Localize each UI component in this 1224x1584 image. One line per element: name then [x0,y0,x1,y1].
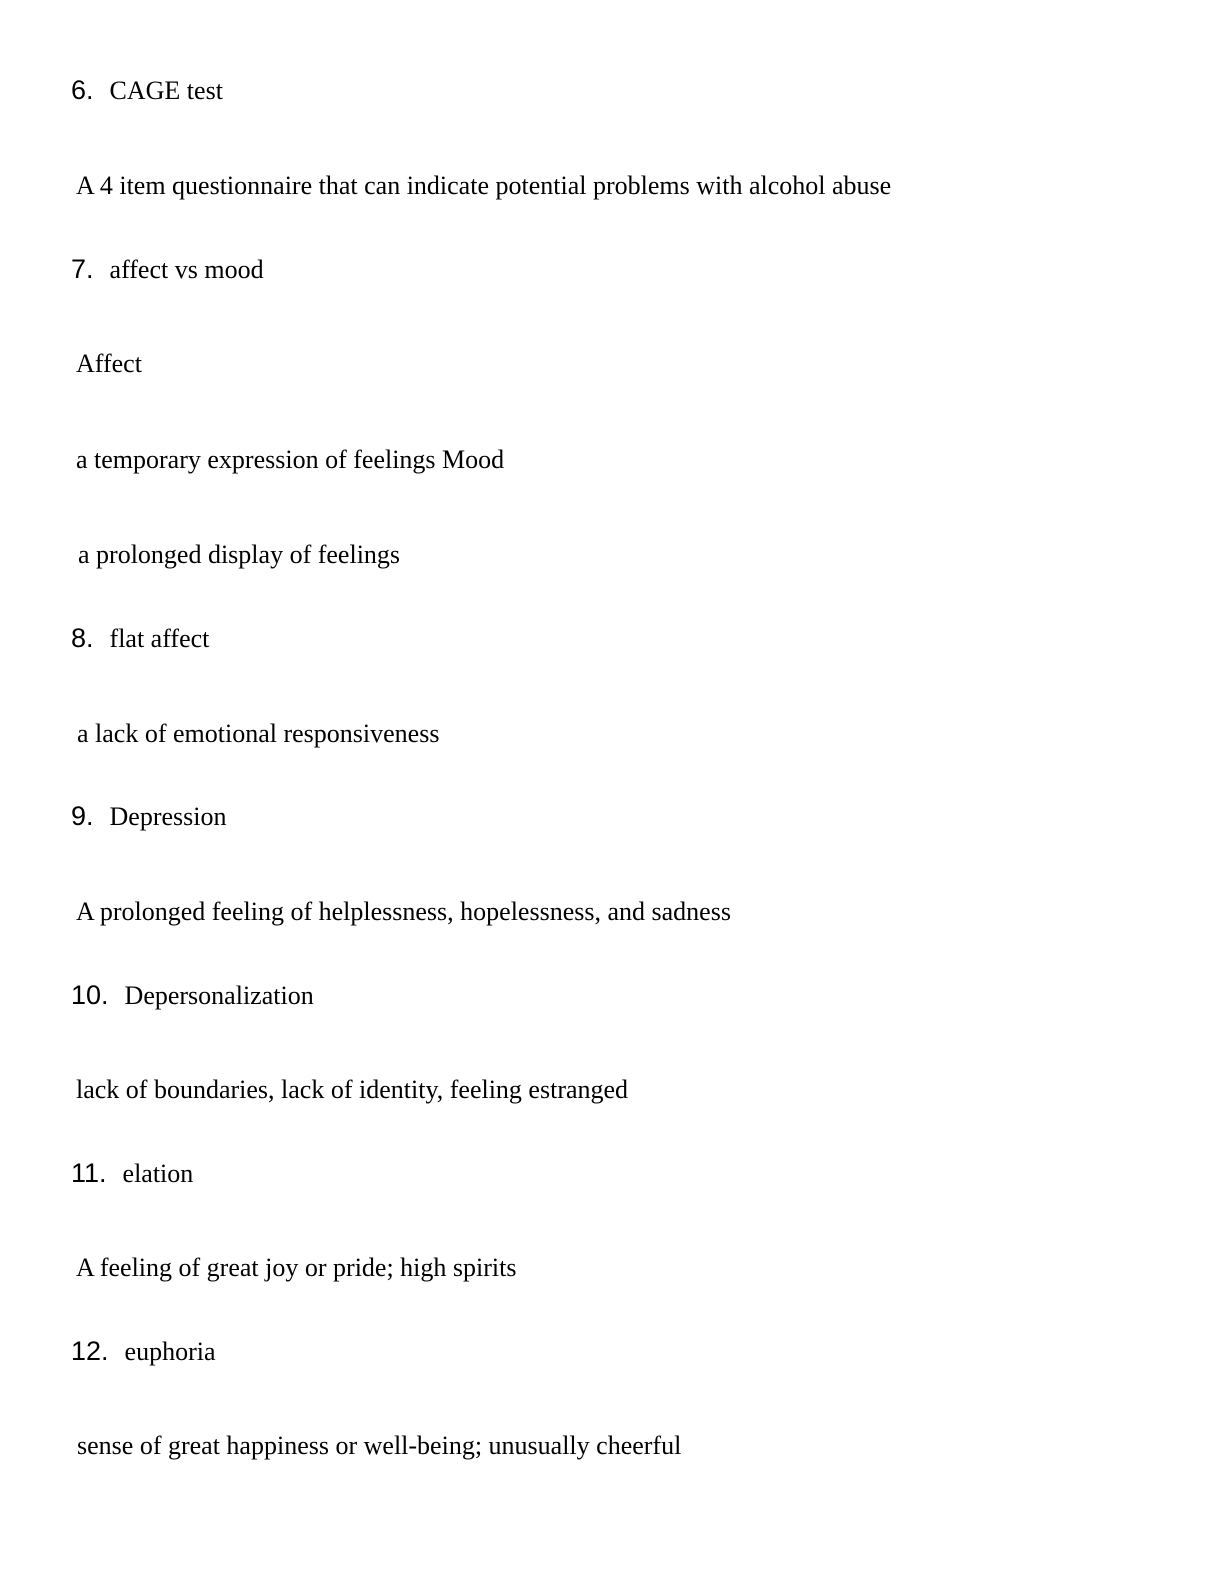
item-term: CAGE test [109,76,223,105]
item-definition: a temporary expression of feelings Mood [76,445,505,474]
item-definition: A prolonged feeling of helplessness, hopelessness, and sadness [76,897,731,926]
list-item-term-row [71,256,264,283]
item-definition: sense of great happiness or well-being; unusually cheerful [77,1431,682,1460]
list-item-term-row [71,803,227,830]
item-term: euphoria [124,1337,216,1366]
list-item-term-row [71,1160,193,1187]
item-number: 6. [71,75,94,105]
item-definition: a lack of emotional responsiveness [77,719,440,748]
item-term: flat affect [109,624,210,653]
item-number: 11. [71,1158,107,1188]
item-definition: lack of boundaries, lack of identity, feeling estranged [76,1075,629,1104]
item-term: Depression [109,802,227,831]
item-definition: a prolonged display of feelings [78,540,401,569]
list-item-term-row [71,982,314,1009]
item-definition: A feeling of great joy or pride; high spirits [76,1253,517,1282]
item-number: 8. [71,623,94,653]
item-term: Depersonalization [124,981,314,1010]
item-definition: Affect [76,349,142,378]
list-item-term-row [71,625,209,652]
item-number: 12. [71,1336,109,1366]
item-number: 9. [71,801,94,831]
item-term: elation [122,1159,194,1188]
item-term: affect vs mood [109,255,264,284]
item-number: 10. [71,980,109,1010]
list-item-term-row [71,77,223,104]
item-number: 7. [71,254,94,284]
item-definition: A 4 item questionnaire that can indicate potential problems with alcohol abuse [76,171,892,200]
list-item-term-row [71,1338,216,1365]
